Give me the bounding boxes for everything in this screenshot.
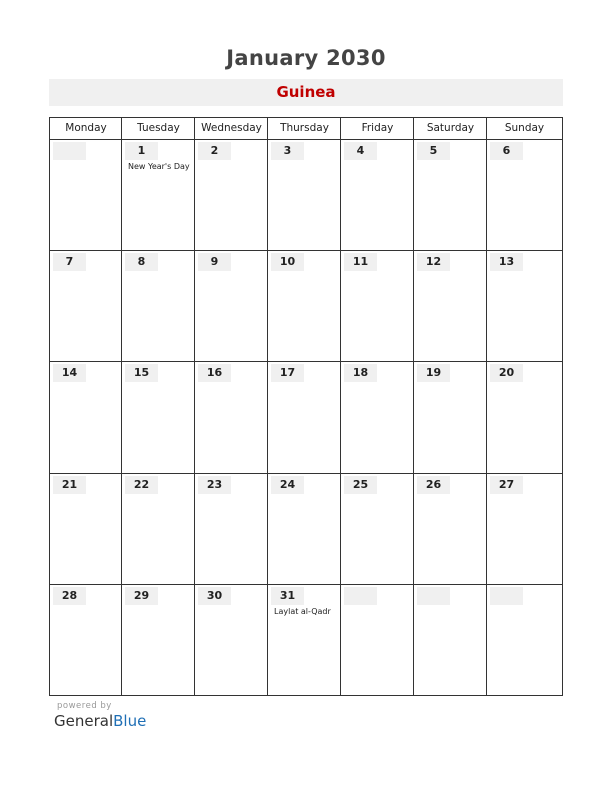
day-number: 1: [125, 142, 158, 160]
day-cell[interactable]: [341, 139, 414, 250]
day-number: 30: [198, 587, 231, 605]
holiday-label: Laylat al-Qadr: [274, 607, 331, 616]
country-name: Guinea: [276, 83, 336, 101]
day-number: 25: [344, 476, 377, 494]
day-number: [53, 142, 86, 160]
day-number: 2: [198, 142, 231, 160]
day-cell[interactable]: [195, 361, 268, 472]
day-cell[interactable]: [50, 139, 122, 250]
calendar-grid: [49, 117, 563, 696]
weekday-header: Wednesday: [201, 122, 262, 134]
day-number: [344, 587, 377, 605]
day-number: 13: [490, 253, 523, 271]
day-cell[interactable]: [487, 250, 562, 361]
day-number: 8: [125, 253, 158, 271]
day-cell[interactable]: [414, 250, 487, 361]
day-cell[interactable]: [268, 584, 341, 695]
day-number: 14: [53, 364, 86, 382]
day-number: 31: [271, 587, 304, 605]
weekday-header: Friday: [361, 122, 394, 134]
day-cell[interactable]: [487, 361, 562, 472]
day-cell[interactable]: [122, 139, 195, 250]
day-cell[interactable]: [195, 473, 268, 584]
day-cell[interactable]: [50, 250, 122, 361]
weekday-header: Tuesday: [137, 122, 180, 134]
day-cell[interactable]: [341, 584, 414, 695]
day-cell[interactable]: [341, 250, 414, 361]
generalblue-logo[interactable]: [54, 712, 146, 730]
day-cell[interactable]: [50, 584, 122, 695]
day-number: 24: [271, 476, 304, 494]
day-number: 3: [271, 142, 304, 160]
day-cell[interactable]: [122, 361, 195, 472]
day-cell[interactable]: [268, 473, 341, 584]
day-number: 16: [198, 364, 231, 382]
day-number: 19: [417, 364, 450, 382]
weekday-header: Monday: [65, 122, 107, 134]
day-cell[interactable]: [268, 361, 341, 472]
day-cell[interactable]: [50, 473, 122, 584]
weekday-header: Sunday: [504, 122, 545, 134]
holiday-label: New Year's Day: [128, 162, 190, 171]
day-number: 12: [417, 253, 450, 271]
day-cell[interactable]: [341, 473, 414, 584]
day-number: [417, 587, 450, 605]
powered-by-text: powered by: [57, 701, 112, 711]
day-cell[interactable]: [414, 139, 487, 250]
brand-blue: Blue: [113, 712, 147, 730]
day-cell[interactable]: [195, 139, 268, 250]
day-number: 9: [198, 253, 231, 271]
day-cell[interactable]: [487, 584, 562, 695]
day-number: 27: [490, 476, 523, 494]
brand-general: General: [54, 712, 114, 730]
day-number: 17: [271, 364, 304, 382]
calendar-title: January 2030: [226, 46, 386, 70]
day-number: 20: [490, 364, 523, 382]
day-number: 28: [53, 587, 86, 605]
day-cell[interactable]: [122, 584, 195, 695]
day-cell[interactable]: [414, 361, 487, 472]
day-cell[interactable]: [268, 139, 341, 250]
day-cell[interactable]: [487, 473, 562, 584]
day-number: 18: [344, 364, 377, 382]
weekday-header: Saturday: [426, 122, 475, 134]
day-cell[interactable]: [414, 473, 487, 584]
day-number: 5: [417, 142, 450, 160]
day-cell[interactable]: [487, 139, 562, 250]
day-number: 29: [125, 587, 158, 605]
day-cell[interactable]: [50, 361, 122, 472]
day-cell[interactable]: [195, 250, 268, 361]
day-number: 21: [53, 476, 86, 494]
day-cell[interactable]: [268, 250, 341, 361]
day-number: 23: [198, 476, 231, 494]
day-number: 10: [271, 253, 304, 271]
country-banner: [49, 79, 563, 106]
day-cell[interactable]: [122, 473, 195, 584]
day-number: 7: [53, 253, 86, 271]
day-number: 15: [125, 364, 158, 382]
day-number: 4: [344, 142, 377, 160]
day-cell[interactable]: [195, 584, 268, 695]
day-number: [490, 587, 523, 605]
weekday-header: Thursday: [280, 122, 329, 134]
day-cell[interactable]: [341, 361, 414, 472]
day-number: 22: [125, 476, 158, 494]
day-number: 6: [490, 142, 523, 160]
day-cell[interactable]: [414, 584, 487, 695]
day-cell[interactable]: [122, 250, 195, 361]
day-number: 11: [344, 253, 377, 271]
day-number: 26: [417, 476, 450, 494]
